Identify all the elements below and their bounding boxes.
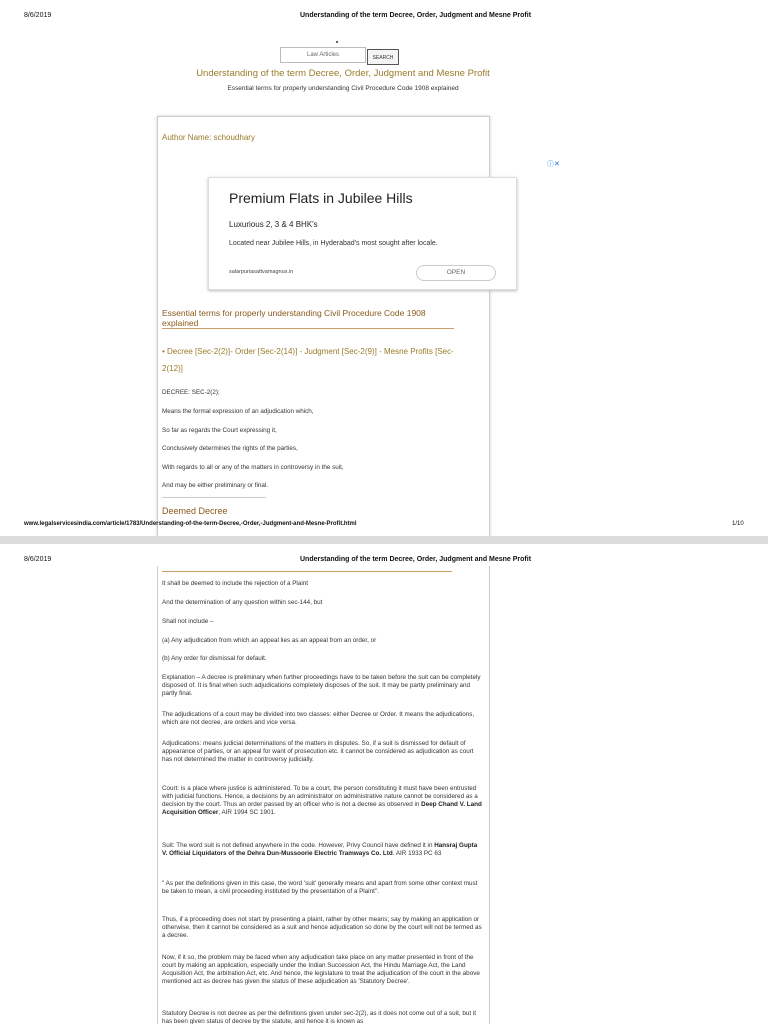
thus-paragraph: Thus, if a proceeding does not start by presenting a plaint, rather by other means; say by making an application or otherwise, then it cannot be considered as a suit and hence adjudication so done by the court will not be termed as a decree. [162,916,482,939]
body-line: (a) Any adjudication from which an appeal lies as an appeal from an order, or [162,637,377,644]
deemed-decree-heading: Deemed Decree [162,506,228,516]
decree-line: Conclusively determines the rights of the parties, [162,445,298,452]
header-date: 8/6/2019 [24,12,52,19]
classes-paragraph: The adjudications of a court may be divided into two classes: either Decree or Order. It means the adjudications, which are not decree, are orders and vice versa. [162,711,475,726]
now-paragraph: Now, if it so, the problem may be faced when any adjudication take place on any matter presented in front of the court by making an application, especially under the Indian Succession Act, the Hindu Marriage Act, the Land Acquisition Act, the arbitration Act, etc. And hence, the legislature to treat the adjudication of the court in the above mentioned act as decree has given the status of these adjudication as 'Statutory Decree'. [162,954,480,985]
author-name: Author Name: schoudhary [162,133,255,142]
pdf-page-2 [0,544,768,1024]
search-bar [280,47,399,65]
article-subtitle: Essential terms for properly understanding Civil Procedure Code 1908 explained [227,85,459,92]
footer-url: www.legalservicesindia.com/article/1783/Understanding-of-the-term-Decree,-Order,-Judgment-and-Mesne-Profit.html [24,521,357,527]
body-line: Shall not include – [162,618,214,625]
bullet-dot [336,41,338,43]
quote-paragraph: " As per the definitions given in this case, the word 'suit' generally means and apart from some other context must be taken to mean, a civil proceeding instituted by the presentation of a Plaint". [162,880,478,895]
footer-page-number: 1/10 [732,521,744,527]
ad-subtitle: Luxurious 2, 3 & 4 BHK's [229,220,318,229]
ad-title[interactable]: Premium Flats in Jubilee Hills [229,190,413,206]
case-citation: Hansraj Gupta V. Official Liquidators of the Dehra Dun-Mussoorie Electric Tramways Co. Ltd [162,842,478,857]
body-line: And the determination of any question within sec-144, but [162,599,323,606]
ad-choices-icon[interactable]: ⓘ✕ [547,161,560,168]
statutory-paragraph: Statutory Decree is not decree as per the definitions given under sec-2(2), as it does not come out of a suit, but it has been given status of decree by the statute, and hence it is known as [162,1010,476,1024]
court-paragraph: Court: is a place where justice is administered. To be a court, the person constituting it must have been entrusted with judicial functions. Hence, a decisions by an administrator on administrative nature cannot be considered as a decision by the court. Thus an order passed by an officer who is not a decree as observed in Deep Chand V. Land Acquisition Officer, AIR 1994 SC 1901. [162,785,482,816]
ad-description: Located near Jubilee Hills, in Hyderabad's most sought after locale. [229,240,438,247]
explanation-paragraph: Explanation – A decree is preliminary when further proceedings have to be taken before the suit can be completely disposed of. It is final when such adjudications completely disposes of the suit. It may be partly preliminary and partly final. [162,674,481,697]
ad-domain: salarpuriasattvamagnus.in [229,269,294,275]
divider [162,497,266,498]
header-title: Understanding of the term Decree, Order, Judgment and Mesne Profit [300,12,532,19]
search-input[interactable]: Law Articles [280,47,366,63]
decree-label: DECREE: SEC-2(2); [162,389,220,396]
ad-open-button[interactable]: OPEN [416,265,496,281]
article-title: Understanding of the term Decree, Order, Judgment and Mesne Profit [196,68,490,79]
suit-paragraph: Suit: The word suit is not defined anywhere in the code. However, Privy Council have defined it in Hansraj Gupta V. Official Liquidators of the Dehra Dun-Mussoorie Electric Tramways Co. Ltd. AIR 1933 PC 63 [162,842,478,857]
header-title: Understanding of the term Decree, Order, Judgment and Mesne Profit [300,556,532,563]
section-heading: Essential terms for properly understanding Civil Procedure Code 1908 explained [162,308,454,329]
header-date: 8/6/2019 [24,556,52,563]
decree-line: With regards to all or any of the matters in controversy in the suit, [162,464,344,471]
search-button[interactable]: SEARCH [367,49,399,65]
body-line: (b) Any order for dismissal for default. [162,655,267,662]
body-line: It shall be deemed to include the rejection of a Plaint [162,580,308,587]
decree-line: So far as regards the Court expressing it, [162,427,277,434]
advertisement[interactable] [208,177,517,290]
case-citation: Deep Chand V. Land Acquisition Officer [162,801,482,816]
adjudications-paragraph: Adjudications: means judicial determinations of the matters in disputes. So, if a suit is dismissed for default of appearance of parties, or an appeal for want of prosecution etc. it cannot be considered as adjudication as court has not determined the matter in controversy judicially. [162,740,474,763]
decree-line: And may be either preliminary or final. [162,482,269,489]
section-links[interactable]: • Decree [Sec-2(2)]- Order [Sec-2(14)] - Judgment [Sec-2(9)] - Mesne Profits [Sec-2(12)] [162,347,454,373]
decree-line: Means the formal expression of an adjudication which, [162,408,314,415]
divider [162,571,452,572]
